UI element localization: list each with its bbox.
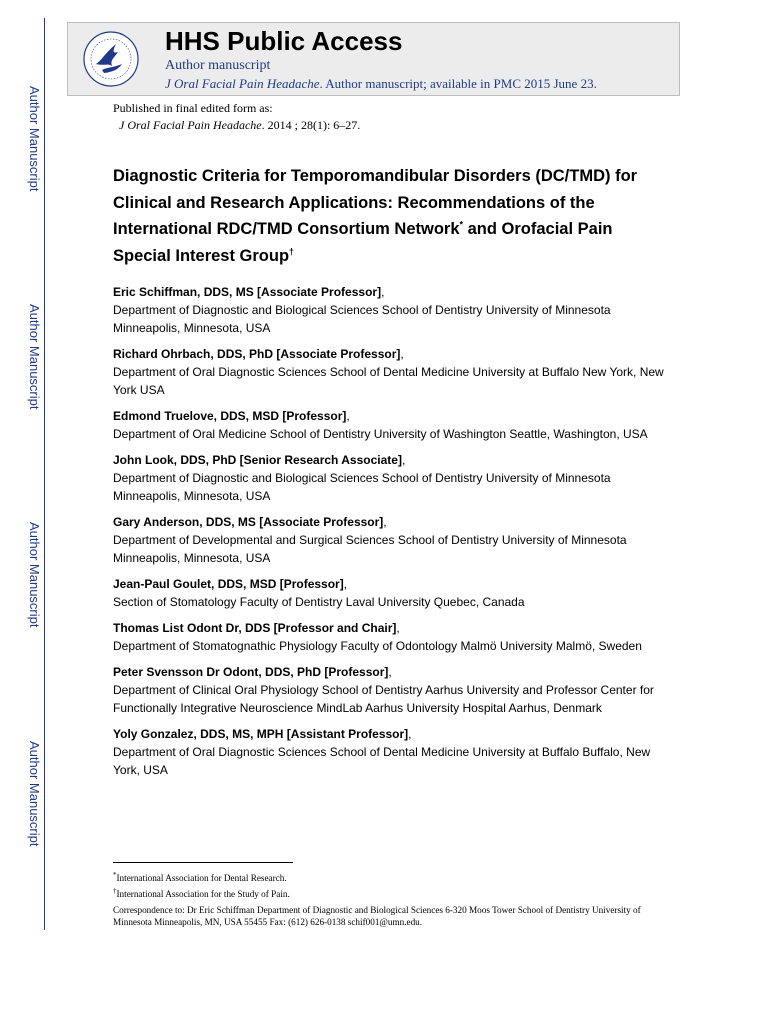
author-affiliation: Department of Clinical Oral Physiology School of Dentistry Aarhus University and Professor Center for Functionally Integrative Neuroscience MindLab Aarhus University Hospital Aarhus, Denmark <box>113 683 654 715</box>
published-label: Published in final edited form as: <box>113 101 273 115</box>
hhs-public-access-title: HHS Public Access <box>165 26 403 56</box>
author-name: Gary Anderson, DDS, MS [Associate Professor] <box>113 515 384 529</box>
footnote-mark: * <box>113 870 117 879</box>
published-citation <box>113 117 360 134</box>
author-name: Thomas List Odont Dr, DDS [Professor and Chair] <box>113 621 397 635</box>
sidebar-rule <box>44 18 45 930</box>
author-affiliation: Department of Stomatognathic Physiology Faculty of Odontology Malmö University Malmö, Sweden <box>113 639 642 653</box>
correspondence: Correspondence to: Dr Eric Schiffman Department of Diagnostic and Biological Sciences 6-320 Moos Tower School of Dentistry University of Minnesota Minneapolis, MN, USA 55455 Fax: (612) 626-0138 schif001@umn.edu. <box>113 905 641 927</box>
author-list <box>113 283 673 787</box>
article-title-continued: and Orofacial Pain Special Interest Group <box>113 220 613 265</box>
author-entry: Gary Anderson, DDS, MS [Associate Professor], Department of Developmental and Surgical Sciences School of Dentistry University of Minnesota Minneapolis, Minnesota, USA <box>113 515 627 565</box>
author-entry: Eric Schiffman, DDS, MS [Associate Professor], Department of Diagnostic and Biological Sciences School of Dentistry University of Minnesota Minneapolis, Minnesota, USA <box>113 285 611 335</box>
author-name: Peter Svensson Dr Odont, DDS, PhD [Professor] <box>113 665 389 679</box>
author-affiliation: Department of Oral Diagnostic Sciences School of Dental Medicine University at Buffalo New York, New York USA <box>113 365 664 397</box>
hhs-eagle-seal-icon <box>82 30 140 88</box>
footnote-divider <box>113 862 293 863</box>
author-entry: John Look, DDS, PhD [Senior Research Associate], Department of Diagnostic and Biological Sciences School of Dentistry University of Minnesota Minneapolis, Minnesota, USA <box>113 453 611 503</box>
author-affiliation: Department of Oral Medicine School of Dentistry University of Washington Seattle, Washington, USA <box>113 427 648 441</box>
author-manuscript-label: Author manuscript <box>165 58 271 73</box>
footnote-text: International Association for the Study of Pain. <box>116 889 290 899</box>
author-name: Jean-Paul Goulet, DDS, MSD [Professor] <box>113 577 344 591</box>
footnote <box>113 888 673 900</box>
footnote-text: International Association for Dental Research. <box>116 873 287 883</box>
author-affiliation: Section of Stomatology Faculty of Dentistry Laval University Quebec, Canada <box>113 595 525 609</box>
author-affiliation: Department of Oral Diagnostic Sciences School of Dental Medicine University at Buffalo Buffalo, New York, USA <box>113 745 651 777</box>
author-name: Richard Ohrbach, DDS, PhD [Associate Professor] <box>113 347 401 361</box>
sidebar-label: Author Manuscript <box>27 522 42 628</box>
sidebar-label: Author Manuscript <box>27 741 42 847</box>
journal-availability <box>165 76 597 92</box>
header-banner <box>67 22 680 96</box>
author-entry: Peter Svensson Dr Odont, DDS, PhD [Professor], Department of Clinical Oral Physiology School of Dentistry Aarhus University and Professor Center for Functionally Integrative Neuroscience MindLab Aarhus University Hospital Aarhus, Denmark <box>113 665 654 715</box>
author-entry: Jean-Paul Goulet, DDS, MSD [Professor], Section of Stomatology Faculty of Dentistry Laval University Quebec, Canada <box>113 577 525 609</box>
sidebar-label: Author Manuscript <box>27 86 42 192</box>
footnotes <box>113 872 673 932</box>
footnote-mark: † <box>113 886 117 895</box>
availability-text: . Author manuscript; available in PMC 2015 June 23. <box>319 76 597 91</box>
article-title <box>113 163 673 269</box>
journal-name: J Oral Facial Pain Headache <box>165 76 320 91</box>
author-entry: Edmond Truelove, DDS, MSD [Professor], Department of Oral Medicine School of Dentistry University of Washington Seattle, Washington, USA <box>113 409 648 441</box>
author-name: Edmond Truelove, DDS, MSD [Professor] <box>113 409 347 423</box>
title-footnote-mark: † <box>289 246 295 256</box>
author-entry: Richard Ohrbach, DDS, PhD [Associate Professor], Department of Oral Diagnostic Sciences School of Dental Medicine University at Buffalo New York, New York USA <box>113 347 664 397</box>
published-citation-details: . 2014 ; 28(1): 6–27. <box>261 118 361 132</box>
footnote <box>113 872 673 884</box>
author-affiliation: Department of Diagnostic and Biological Sciences School of Dentistry University of Minnesota Minneapolis, Minnesota, USA <box>113 471 611 503</box>
author-name: Eric Schiffman, DDS, MS [Associate Professor] <box>113 285 382 299</box>
author-name: John Look, DDS, PhD [Senior Research Associate] <box>113 453 402 467</box>
author-entry: Yoly Gonzalez, DDS, MS, MPH [Assistant Professor], Department of Oral Diagnostic Sciences School of Dental Medicine University at Buffalo Buffalo, New York, USA <box>113 727 651 777</box>
sidebar-label: Author Manuscript <box>27 304 42 410</box>
author-name: Yoly Gonzalez, DDS, MS, MPH [Assistant Professor] <box>113 727 409 741</box>
article-title-main: Diagnostic Criteria for Temporomandibular Disorders (DC/TMD) for Clinical and Research Applications: Recommendations of the International RDC/TMD Consortium Network <box>113 167 638 238</box>
published-info <box>113 100 360 134</box>
title-footnote-mark: * <box>459 219 464 230</box>
author-entry: Thomas List Odont Dr, DDS [Professor and Chair], Department of Stomatognathic Physiology Faculty of Odontology Malmö University Malmö, Sweden <box>113 621 642 653</box>
author-affiliation: Department of Developmental and Surgical Sciences School of Dentistry University of Minnesota Minneapolis, Minnesota, USA <box>113 533 627 565</box>
author-affiliation: Department of Diagnostic and Biological Sciences School of Dentistry University of Minnesota Minneapolis, Minnesota, USA <box>113 303 611 335</box>
published-journal: J Oral Facial Pain Headache <box>119 118 262 132</box>
